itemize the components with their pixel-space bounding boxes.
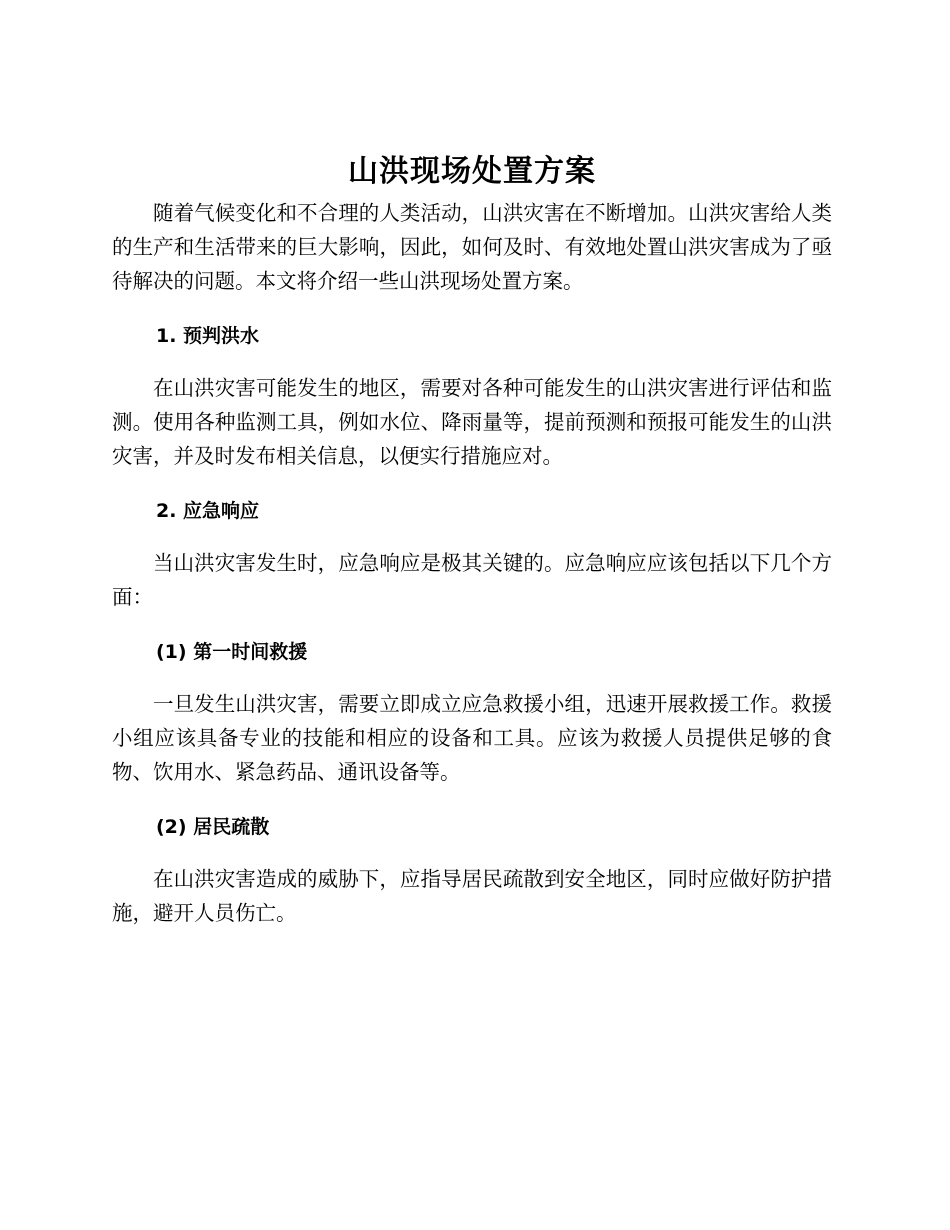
- section-body-forecast: 在山洪灾害可能发生的地区，需要对各种可能发生的山洪灾害进行评估和监测。使用各种监测工具，例如水位、降雨量等，提前预测和预报可能发生的山洪灾害，并及时发布相关信息，以便实行措施应对。: [112, 376, 832, 468]
- section-heading-emergency-response: 2. 应急响应: [156, 500, 260, 522]
- section-heading-evacuation: (2) 居民疏散: [156, 816, 270, 838]
- section-heading-forecast: 1. 预判洪水: [156, 325, 260, 347]
- intro-paragraph: 随着气候变化和不合理的人类活动，山洪灾害在不断增加。山洪灾害给人类的生产和生活带来的巨大影响，因此，如何及时、有效地处置山洪灾害成为了亟待解决的问题。本文将介绍一些山洪现场处置方案。: [112, 201, 832, 293]
- section-body-emergency-response: 当山洪灾害发生时，应急响应是极其关键的。应急响应应该包括以下几个方面：: [112, 551, 832, 609]
- section-body-rescue: 一旦发生山洪灾害，需要立即成立应急救援小组，迅速开展救援工作。救援小组应该具备专业的技能和相应的设备和工具。应该为救援人员提供足够的食物、饮用水、紧急药品、通讯设备等。: [112, 692, 832, 784]
- section-body-evacuation: 在山洪灾害造成的威胁下，应指导居民疏散到安全地区，同时应做好防护措施，避开人员伤亡。: [112, 867, 832, 925]
- page-title: 山洪现场处置方案: [348, 154, 596, 189]
- document-page: [112, 150, 832, 930]
- section-heading-rescue: (1) 第一时间救援: [156, 641, 308, 663]
